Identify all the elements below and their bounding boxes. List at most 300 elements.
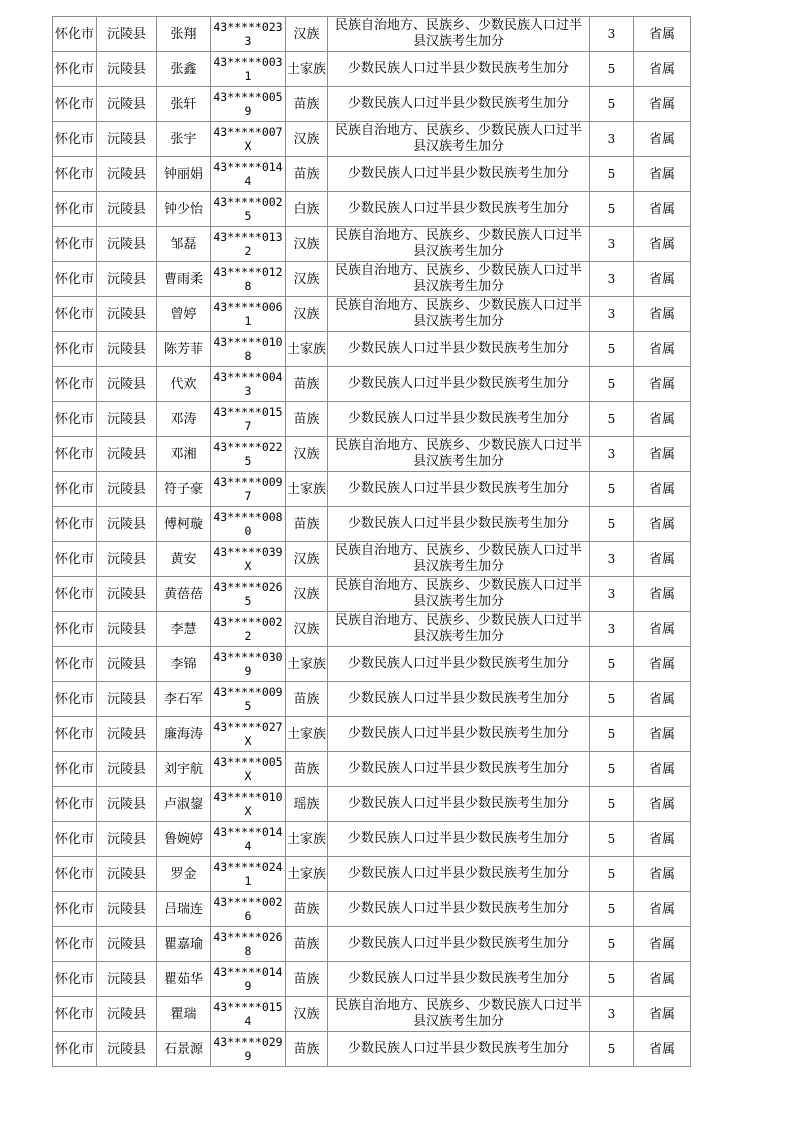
name-cell-text: 罗金 <box>170 866 197 882</box>
level-cell-text: 省属 <box>648 236 675 252</box>
name-cell-text: 李石军 <box>163 691 203 707</box>
bonus-points-cell <box>590 367 634 402</box>
city-cell-text: 怀化市 <box>54 901 94 917</box>
name-cell-text: 曹雨柔 <box>163 271 203 287</box>
table-row <box>53 17 691 52</box>
name-cell <box>157 192 211 227</box>
city-cell-text: 怀化市 <box>54 691 94 707</box>
name-cell-text: 吕瑞连 <box>163 901 203 917</box>
bonus-points-cell-text: 5 <box>607 971 616 986</box>
city-cell-text: 怀化市 <box>54 936 94 952</box>
id-number-cell <box>211 437 286 472</box>
bonus-reason-cell <box>328 437 590 472</box>
name-cell <box>157 752 211 787</box>
level-cell-text: 省属 <box>648 866 675 882</box>
county-cell-text: 沅陵县 <box>106 131 146 147</box>
level-cell-text: 省属 <box>648 901 675 917</box>
id-number-cell <box>211 822 286 857</box>
county-cell-text: 沅陵县 <box>106 936 146 952</box>
ethnicity-cell <box>286 367 328 402</box>
county-cell-text: 沅陵县 <box>106 1006 146 1022</box>
county-cell <box>97 927 157 962</box>
city-cell <box>53 297 97 332</box>
level-cell <box>634 507 691 542</box>
level-cell <box>634 892 691 927</box>
level-cell <box>634 122 691 157</box>
name-cell-text: 黄蓓蓓 <box>163 586 203 602</box>
county-cell <box>97 997 157 1032</box>
ethnicity-cell <box>286 1032 328 1067</box>
county-cell-text: 沅陵县 <box>106 1041 146 1057</box>
table-row <box>53 332 691 367</box>
county-cell <box>97 822 157 857</box>
table-row <box>53 717 691 752</box>
name-cell <box>157 647 211 682</box>
ethnicity-cell <box>286 17 328 52</box>
table-row <box>53 507 691 542</box>
bonus-points-cell-text: 5 <box>607 761 616 776</box>
name-cell <box>157 682 211 717</box>
county-cell <box>97 752 157 787</box>
ethnicity-cell <box>286 472 328 507</box>
city-cell-text: 怀化市 <box>54 481 94 497</box>
county-cell <box>97 157 157 192</box>
id-number-cell <box>211 857 286 892</box>
id-number-cell <box>211 17 286 52</box>
id-number-cell <box>211 367 286 402</box>
county-cell-text: 沅陵县 <box>106 446 146 462</box>
id-number-cell <box>211 892 286 927</box>
city-cell-text: 怀化市 <box>54 971 94 987</box>
ethnicity-cell-text: 土家族 <box>286 866 326 882</box>
county-cell-text: 沅陵县 <box>106 26 146 42</box>
id-number-cell-text: 43*****0031 <box>213 55 283 83</box>
id-number-cell-text: 43*****0299 <box>213 1035 283 1063</box>
city-cell-text: 怀化市 <box>54 376 94 392</box>
id-number-cell <box>211 577 286 612</box>
bonus-points-cell <box>590 682 634 717</box>
table-row <box>53 857 691 892</box>
bonus-points-cell <box>590 997 634 1032</box>
bonus-points-cell-text: 5 <box>607 726 616 741</box>
county-cell-text: 沅陵县 <box>106 586 146 602</box>
county-cell <box>97 122 157 157</box>
bonus-points-cell-text: 3 <box>607 131 616 146</box>
city-cell <box>53 507 97 542</box>
id-number-cell-text: 43*****0108 <box>213 335 283 363</box>
county-cell <box>97 437 157 472</box>
level-cell <box>634 857 691 892</box>
bonus-reason-cell-text: 少数民族人口过半县少数民族考生加分 <box>347 61 569 76</box>
bonus-reason-cell-text: 民族自治地方、民族乡、少数民族人口过半县汉族考生加分 <box>334 438 582 469</box>
ethnicity-cell-text: 苗族 <box>293 516 320 532</box>
county-cell <box>97 892 157 927</box>
ethnicity-cell <box>286 682 328 717</box>
table-row <box>53 157 691 192</box>
city-cell <box>53 787 97 822</box>
city-cell-text: 怀化市 <box>54 271 94 287</box>
ethnicity-cell-text: 汉族 <box>293 551 320 567</box>
ethnicity-cell-text: 苗族 <box>293 691 320 707</box>
bonus-points-cell <box>590 472 634 507</box>
city-cell <box>53 472 97 507</box>
city-cell <box>53 647 97 682</box>
city-cell <box>53 192 97 227</box>
id-number-cell-text: 43*****0268 <box>213 930 283 958</box>
bonus-points-cell-text: 5 <box>607 901 616 916</box>
id-number-cell <box>211 192 286 227</box>
county-cell-text: 沅陵县 <box>106 166 146 182</box>
city-cell-text: 怀化市 <box>54 1006 94 1022</box>
level-cell <box>634 402 691 437</box>
bonus-reason-cell <box>328 612 590 647</box>
id-number-cell-text: 43*****0265 <box>213 580 283 608</box>
name-cell-text: 代欢 <box>170 376 197 392</box>
bonus-reason-cell-text: 少数民族人口过半县少数民族考生加分 <box>347 341 569 356</box>
bonus-points-cell <box>590 297 634 332</box>
city-cell-text: 怀化市 <box>54 1041 94 1057</box>
bonus-points-cell-text: 5 <box>607 866 616 881</box>
id-number-cell-text: 43*****010X <box>213 790 283 818</box>
level-cell-text: 省属 <box>648 691 675 707</box>
ethnicity-cell <box>286 507 328 542</box>
bonus-reason-cell-text: 民族自治地方、民族乡、少数民族人口过半县汉族考生加分 <box>334 613 582 644</box>
bonus-reason-cell-text: 少数民族人口过半县少数民族考生加分 <box>347 761 569 776</box>
name-cell <box>157 122 211 157</box>
bonus-points-cell-text: 3 <box>607 446 616 461</box>
name-cell-text: 陈芳菲 <box>163 341 203 357</box>
ethnicity-cell-text: 汉族 <box>293 271 320 287</box>
level-cell-text: 省属 <box>648 831 675 847</box>
name-cell <box>157 997 211 1032</box>
county-cell-text: 沅陵县 <box>106 376 146 392</box>
county-cell-text: 沅陵县 <box>106 971 146 987</box>
name-cell-text: 曾婷 <box>170 306 197 322</box>
city-cell <box>53 1032 97 1067</box>
bonus-reason-cell-text: 少数民族人口过半县少数民族考生加分 <box>347 901 569 916</box>
id-number-cell <box>211 682 286 717</box>
id-number-cell <box>211 997 286 1032</box>
ethnicity-cell <box>286 122 328 157</box>
bonus-reason-cell-text: 民族自治地方、民族乡、少数民族人口过半县汉族考生加分 <box>334 263 582 294</box>
id-number-cell-text: 43*****0225 <box>213 440 283 468</box>
table-row <box>53 577 691 612</box>
id-number-cell-text: 43*****027X <box>213 720 283 748</box>
level-cell-text: 省属 <box>648 726 675 742</box>
name-cell-text: 黄安 <box>170 551 197 567</box>
level-cell-text: 省属 <box>648 971 675 987</box>
bonus-points-cell <box>590 962 634 997</box>
city-cell <box>53 332 97 367</box>
county-cell <box>97 402 157 437</box>
city-cell <box>53 367 97 402</box>
level-cell <box>634 612 691 647</box>
bonus-points-cell <box>590 717 634 752</box>
name-cell <box>157 717 211 752</box>
level-cell-text: 省属 <box>648 166 675 182</box>
city-cell-text: 怀化市 <box>54 201 94 217</box>
id-number-cell-text: 43*****0128 <box>213 265 283 293</box>
bonus-points-cell-text: 3 <box>607 271 616 286</box>
name-cell <box>157 332 211 367</box>
bonus-points-cell-text: 3 <box>607 26 616 41</box>
name-cell <box>157 822 211 857</box>
name-cell <box>157 87 211 122</box>
ethnicity-cell-text: 汉族 <box>293 306 320 322</box>
name-cell <box>157 157 211 192</box>
level-cell-text: 省属 <box>648 376 675 392</box>
name-cell-text: 刘宇航 <box>163 761 203 777</box>
county-cell-text: 沅陵县 <box>106 341 146 357</box>
id-number-cell-text: 43*****0149 <box>213 965 283 993</box>
bonus-points-cell-text: 5 <box>607 166 616 181</box>
name-cell <box>157 857 211 892</box>
county-cell <box>97 17 157 52</box>
bonus-reason-cell-text: 少数民族人口过半县少数民族考生加分 <box>347 96 569 111</box>
ethnicity-cell <box>286 717 328 752</box>
table-row <box>53 647 691 682</box>
city-cell <box>53 962 97 997</box>
id-number-cell-text: 43*****0061 <box>213 300 283 328</box>
bonus-points-cell-text: 5 <box>607 516 616 531</box>
level-cell-text: 省属 <box>648 26 675 42</box>
bonus-reason-cell <box>328 402 590 437</box>
id-number-cell-text: 43*****0157 <box>213 405 283 433</box>
ethnicity-cell <box>286 612 328 647</box>
level-cell <box>634 822 691 857</box>
city-cell <box>53 892 97 927</box>
bonus-points-cell <box>590 787 634 822</box>
bonus-reason-cell <box>328 122 590 157</box>
bonus-reason-cell-text: 少数民族人口过半县少数民族考生加分 <box>347 411 569 426</box>
city-cell <box>53 927 97 962</box>
ethnicity-cell-text: 土家族 <box>286 61 326 77</box>
bonus-reason-cell <box>328 927 590 962</box>
table-row <box>53 752 691 787</box>
name-cell <box>157 472 211 507</box>
county-cell <box>97 682 157 717</box>
bonus-points-cell <box>590 122 634 157</box>
county-cell <box>97 227 157 262</box>
county-cell <box>97 1032 157 1067</box>
ethnicity-cell-text: 瑶族 <box>293 796 320 812</box>
county-cell-text: 沅陵县 <box>106 61 146 77</box>
level-cell <box>634 647 691 682</box>
bonus-reason-cell-text: 少数民族人口过半县少数民族考生加分 <box>347 691 569 706</box>
bonus-reason-cell <box>328 52 590 87</box>
bonus-reason-cell <box>328 87 590 122</box>
county-cell <box>97 367 157 402</box>
city-cell <box>53 52 97 87</box>
bonus-points-cell-text: 5 <box>607 656 616 671</box>
county-cell <box>97 577 157 612</box>
name-cell <box>157 437 211 472</box>
bonus-reason-cell <box>328 892 590 927</box>
id-number-cell-text: 43*****0059 <box>213 90 283 118</box>
name-cell <box>157 892 211 927</box>
level-cell <box>634 17 691 52</box>
bonus-points-cell <box>590 17 634 52</box>
county-cell-text: 沅陵县 <box>106 411 146 427</box>
bonus-reason-cell <box>328 857 590 892</box>
ethnicity-cell-text: 苗族 <box>293 96 320 112</box>
bonus-points-cell-text: 3 <box>607 621 616 636</box>
id-number-cell-text: 43*****0233 <box>213 20 283 48</box>
id-number-cell-text: 43*****0132 <box>213 230 283 258</box>
name-cell-text: 张翔 <box>170 26 197 42</box>
name-cell-text: 钟少怡 <box>163 201 203 217</box>
level-cell <box>634 87 691 122</box>
bonus-reason-cell <box>328 17 590 52</box>
bonus-reason-cell-text: 少数民族人口过半县少数民族考生加分 <box>347 481 569 496</box>
name-cell <box>157 17 211 52</box>
county-cell <box>97 717 157 752</box>
city-cell-text: 怀化市 <box>54 341 94 357</box>
level-cell <box>634 52 691 87</box>
id-number-cell <box>211 87 286 122</box>
name-cell-text: 卢淑鋆 <box>163 796 203 812</box>
table-row <box>53 297 691 332</box>
city-cell <box>53 227 97 262</box>
id-number-cell <box>211 227 286 262</box>
bonus-reason-cell-text: 少数民族人口过半县少数民族考生加分 <box>347 726 569 741</box>
city-cell-text: 怀化市 <box>54 61 94 77</box>
id-number-cell <box>211 157 286 192</box>
level-cell-text: 省属 <box>648 306 675 322</box>
city-cell-text: 怀化市 <box>54 551 94 567</box>
level-cell <box>634 997 691 1032</box>
county-cell-text: 沅陵县 <box>106 761 146 777</box>
ethnicity-cell <box>286 87 328 122</box>
table-row <box>53 962 691 997</box>
id-number-cell-text: 43*****0097 <box>213 475 283 503</box>
id-number-cell-text: 43*****007X <box>213 125 283 153</box>
ethnicity-cell <box>286 927 328 962</box>
city-cell-text: 怀化市 <box>54 446 94 462</box>
table-row <box>53 367 691 402</box>
table-row <box>53 52 691 87</box>
bonus-points-cell <box>590 157 634 192</box>
name-cell <box>157 542 211 577</box>
name-cell-text: 张轩 <box>170 96 197 112</box>
level-cell-text: 省属 <box>648 411 675 427</box>
name-cell <box>157 507 211 542</box>
name-cell <box>157 402 211 437</box>
ethnicity-cell-text: 汉族 <box>293 1006 320 1022</box>
ethnicity-cell <box>286 227 328 262</box>
table-row <box>53 192 691 227</box>
id-number-cell <box>211 297 286 332</box>
ethnicity-cell-text: 白族 <box>293 201 320 217</box>
bonus-points-cell <box>590 192 634 227</box>
city-cell-text: 怀化市 <box>54 411 94 427</box>
ethnicity-cell-text: 苗族 <box>293 1041 320 1057</box>
bonus-points-table <box>52 16 691 1067</box>
id-number-cell <box>211 962 286 997</box>
bonus-reason-cell <box>328 1032 590 1067</box>
ethnicity-cell <box>286 52 328 87</box>
name-cell-text: 鲁婉婷 <box>163 831 203 847</box>
bonus-points-cell-text: 3 <box>607 551 616 566</box>
bonus-points-cell-text: 3 <box>607 1006 616 1021</box>
bonus-reason-cell-text: 少数民族人口过半县少数民族考生加分 <box>347 1041 569 1056</box>
bonus-points-cell <box>590 332 634 367</box>
ethnicity-cell <box>286 297 328 332</box>
table-row <box>53 437 691 472</box>
id-number-cell <box>211 647 286 682</box>
city-cell-text: 怀化市 <box>54 621 94 637</box>
city-cell-text: 怀化市 <box>54 656 94 672</box>
level-cell-text: 省属 <box>648 446 675 462</box>
name-cell-text: 钟丽娟 <box>163 166 203 182</box>
name-cell-text: 李慧 <box>170 621 197 637</box>
bonus-points-cell-text: 3 <box>607 586 616 601</box>
county-cell-text: 沅陵县 <box>106 271 146 287</box>
county-cell-text: 沅陵县 <box>106 726 146 742</box>
ethnicity-cell <box>286 577 328 612</box>
ethnicity-cell <box>286 752 328 787</box>
id-number-cell <box>211 402 286 437</box>
bonus-reason-cell <box>328 962 590 997</box>
bonus-reason-cell <box>328 297 590 332</box>
city-cell <box>53 17 97 52</box>
bonus-reason-cell <box>328 787 590 822</box>
level-cell <box>634 262 691 297</box>
ethnicity-cell <box>286 437 328 472</box>
bonus-reason-cell <box>328 717 590 752</box>
level-cell <box>634 437 691 472</box>
bonus-reason-cell-text: 少数民族人口过半县少数民族考生加分 <box>347 936 569 951</box>
county-cell <box>97 52 157 87</box>
city-cell-text: 怀化市 <box>54 96 94 112</box>
id-number-cell-text: 43*****0144 <box>213 825 283 853</box>
level-cell-text: 省属 <box>648 796 675 812</box>
county-cell <box>97 857 157 892</box>
bonus-reason-cell-text: 民族自治地方、民族乡、少数民族人口过半县汉族考生加分 <box>334 543 582 574</box>
bonus-points-cell <box>590 507 634 542</box>
name-cell <box>157 787 211 822</box>
county-cell <box>97 192 157 227</box>
level-cell <box>634 752 691 787</box>
level-cell-text: 省属 <box>648 621 675 637</box>
level-cell-text: 省属 <box>648 551 675 567</box>
county-cell <box>97 647 157 682</box>
bonus-points-cell <box>590 927 634 962</box>
name-cell-text: 张鑫 <box>170 61 197 77</box>
name-cell <box>157 1032 211 1067</box>
ethnicity-cell <box>286 192 328 227</box>
bonus-points-cell-text: 3 <box>607 306 616 321</box>
city-cell <box>53 437 97 472</box>
bonus-reason-cell-text: 民族自治地方、民族乡、少数民族人口过半县汉族考生加分 <box>334 998 582 1029</box>
level-cell <box>634 472 691 507</box>
ethnicity-cell <box>286 962 328 997</box>
bonus-reason-cell <box>328 227 590 262</box>
city-cell-text: 怀化市 <box>54 726 94 742</box>
ethnicity-cell-text: 汉族 <box>293 586 320 602</box>
county-cell-text: 沅陵县 <box>106 306 146 322</box>
name-cell <box>157 52 211 87</box>
name-cell-text: 傅柯璇 <box>163 516 203 532</box>
id-number-cell <box>211 542 286 577</box>
level-cell <box>634 927 691 962</box>
bonus-points-cell <box>590 262 634 297</box>
ethnicity-cell-text: 苗族 <box>293 376 320 392</box>
bonus-reason-cell <box>328 682 590 717</box>
bonus-reason-cell <box>328 157 590 192</box>
city-cell-text: 怀化市 <box>54 586 94 602</box>
ethnicity-cell <box>286 892 328 927</box>
